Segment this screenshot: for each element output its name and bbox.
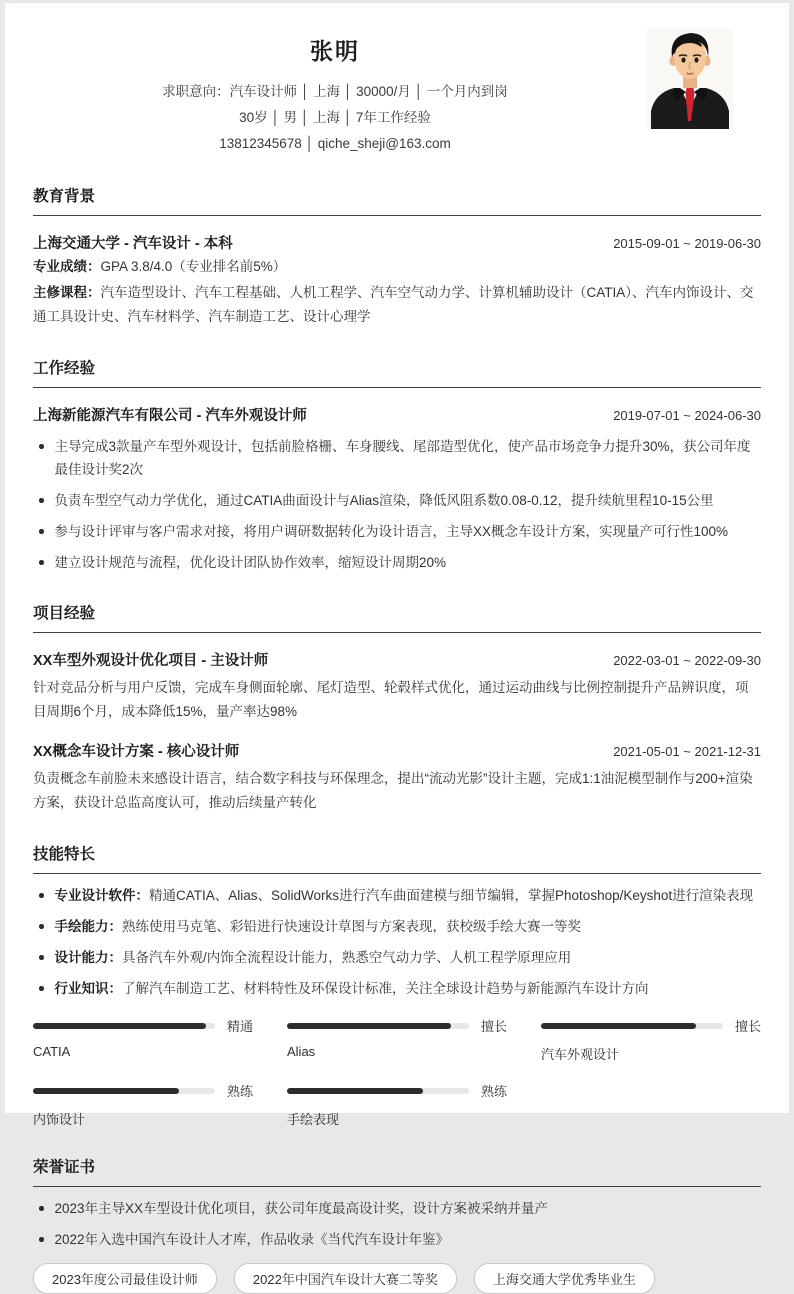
section-title-projects: 项目经验 xyxy=(33,601,761,633)
project-date: 2022-03-01 ~ 2022-09-30 xyxy=(613,653,761,668)
gpa-value: GPA 3.8/4.0（专业排名前5%） xyxy=(100,259,287,274)
skill-bar-item xyxy=(33,1081,253,1128)
school-name: 上海交通大学 - 汽车设计 - 本科 xyxy=(33,236,233,252)
bullet-icon xyxy=(39,1206,44,1211)
skill-label: 手绘能力： xyxy=(54,919,122,934)
section-skills xyxy=(5,842,789,1128)
skill-bullet xyxy=(33,884,761,907)
section-title-work: 工作经验 xyxy=(33,356,761,388)
candidate-name: 张明 xyxy=(310,38,360,64)
bullet-icon xyxy=(39,955,44,960)
contact-line: 13812345678 │ qiche_sheji@163.com xyxy=(219,136,451,151)
skill-bar-name: 内饰设计 xyxy=(33,1112,86,1127)
job-intent-line: 求职意向：汽车设计师 │ 上海 │ 30000/月 │ 一个月内到岗 xyxy=(162,84,508,99)
bullet-icon xyxy=(39,986,44,991)
honor-badge: 上海交通大学优秀毕业生 xyxy=(474,1263,655,1294)
skill-bar-row xyxy=(287,1081,507,1100)
skill-bar-row xyxy=(541,1016,761,1035)
education-entry-head xyxy=(33,232,761,253)
skill-level-label: 熟练 xyxy=(226,1084,253,1099)
skill-bar-fill xyxy=(541,1023,696,1029)
bullet-icon xyxy=(39,529,44,534)
skill-bar-fill xyxy=(287,1023,451,1029)
skill-level-label: 精通 xyxy=(226,1019,253,1034)
skill-bar-item xyxy=(287,1081,507,1128)
skill-bar-item xyxy=(33,1016,253,1063)
work-bullet xyxy=(33,435,761,481)
skill-bar-row xyxy=(33,1016,253,1035)
project-description: 负责概念车前脸未来感设计语言，结合数字科技与环保理念，提出“流动光影”设计主题，完成1:1油泥模型制作与200+渲染方案，获设计总监高度认可，推动后续量产转化 xyxy=(33,771,753,810)
section-honors xyxy=(5,1155,789,1294)
skill-bar-fill xyxy=(287,1088,423,1094)
project-entry-head xyxy=(33,740,761,761)
project-name: XX概念车设计方案 - 核心设计师 xyxy=(33,744,240,760)
resume-page xyxy=(5,3,789,1287)
skill-detail: 熟练使用马克笔、彩铅进行快速设计草图与方案表现，获校级手绘大赛一等奖 xyxy=(122,919,581,934)
skill-bullet-text xyxy=(55,884,754,907)
bullet-icon xyxy=(39,924,44,929)
skill-bar-track xyxy=(287,1088,469,1094)
resume-header xyxy=(5,3,789,157)
skill-bar-name: 汽车外观设计 xyxy=(541,1047,620,1062)
skill-bar-track xyxy=(541,1023,723,1029)
skill-level-label: 擅长 xyxy=(480,1019,507,1034)
skill-bar-item xyxy=(287,1016,507,1063)
work-entry-head xyxy=(33,404,761,425)
skill-bar-name: 手绘表现 xyxy=(287,1112,340,1127)
skill-bar-row xyxy=(33,1081,253,1100)
bullet-icon xyxy=(39,1237,44,1242)
honors-bullet-list xyxy=(33,1197,761,1251)
skill-bar-name: CATIA xyxy=(33,1044,71,1059)
skill-level-label: 擅长 xyxy=(734,1019,761,1034)
skill-bar-item xyxy=(541,1016,761,1063)
skill-label: 专业设计软件： xyxy=(54,888,149,903)
courses-label: 主修课程： xyxy=(33,285,101,300)
skill-bullet xyxy=(33,977,761,1000)
gpa-label: 专业成绩： xyxy=(33,259,101,274)
skill-bullet-text xyxy=(55,977,649,1000)
section-title-education: 教育背景 xyxy=(33,184,761,216)
skill-label: 行业知识： xyxy=(54,981,122,996)
bullet-icon xyxy=(39,560,44,565)
skill-bullet xyxy=(33,946,761,969)
honor-bullet-text: 2023年主导XX车型设计优化项目，获公司年度最高设计奖，设计方案被采纳并量产 xyxy=(54,1201,549,1216)
skill-bar-row xyxy=(287,1016,507,1035)
skill-bar-track xyxy=(33,1023,215,1029)
skill-detail: 了解汽车制造工艺、材料特性及环保设计标准，关注全球设计趋势与新能源汽车设计方向 xyxy=(122,981,649,996)
skill-level-label: 熟练 xyxy=(480,1084,507,1099)
education-courses-row xyxy=(33,281,761,329)
work-bullet-text: 负责车型空气动力学优化，通过CATIA曲面设计与Alias渲染，降低风阻系数0.08-0.12，提升续航里程10-15公里 xyxy=(54,493,714,508)
section-projects xyxy=(5,601,789,815)
skill-bullet xyxy=(33,915,761,938)
honor-bullet xyxy=(33,1197,761,1220)
profile-photo xyxy=(647,29,733,129)
education-date: 2015-09-01 ~ 2019-06-30 xyxy=(613,236,761,251)
project-date: 2021-05-01 ~ 2021-12-31 xyxy=(613,744,761,759)
skill-bar-track xyxy=(287,1023,469,1029)
work-bullet xyxy=(33,489,761,512)
skill-bullet-text xyxy=(55,915,582,938)
company-name: 上海新能源汽车有限公司 - 汽车外观设计师 xyxy=(33,408,307,424)
skill-bar-fill xyxy=(33,1088,179,1094)
work-bullet-text: 参与设计评审与客户需求对接，将用户调研数据转化为设计语言，主导XX概念车设计方案，实现量产可行性100% xyxy=(54,524,729,539)
work-bullet-text: 建立设计规范与流程，优化设计团队协作效率，缩短设计周期20% xyxy=(54,555,447,570)
bullet-icon xyxy=(39,893,44,898)
skill-bar-name: Alias xyxy=(287,1044,316,1059)
honor-bullet xyxy=(33,1228,761,1251)
honor-bullet-text: 2022年入选中国汽车设计人才库，作品收录《当代汽车设计年鉴》 xyxy=(54,1232,450,1247)
work-bullet xyxy=(33,551,761,574)
honor-badge: 2023年度公司最佳设计师 xyxy=(33,1263,217,1294)
personal-info-line: 30岁 │ 男 │ 上海 │ 7年工作经验 xyxy=(239,110,431,125)
work-date: 2019-07-01 ~ 2024-06-30 xyxy=(613,408,761,423)
honor-badges xyxy=(33,1263,761,1294)
education-gpa-row xyxy=(33,255,761,279)
project-entry-head xyxy=(33,649,761,670)
work-bullet xyxy=(33,520,761,543)
header-text-block xyxy=(33,25,637,157)
bullet-icon xyxy=(39,498,44,503)
section-education xyxy=(5,184,789,329)
section-work xyxy=(5,356,789,574)
skill-bar-fill xyxy=(33,1023,206,1029)
avatar-illustration xyxy=(647,29,733,129)
skill-bars-grid xyxy=(33,1016,761,1128)
skills-bullet-list xyxy=(33,884,761,1000)
work-bullet-list xyxy=(33,435,761,574)
skill-bar-track xyxy=(33,1088,215,1094)
section-title-honors: 荣誉证书 xyxy=(33,1155,761,1187)
project-description: 针对竞品分析与用户反馈，完成车身侧面轮廓、尾灯造型、轮毂样式优化，通过运动曲线与比例控制提升产品辨识度，项目周期6个月，成本降低15%，量产率达98% xyxy=(33,680,749,719)
skill-detail: 精通CATIA、Alias、SolidWorks进行汽车曲面建模与细节编辑，掌握Photoshop/Keyshot进行渲染表现 xyxy=(149,888,754,903)
skill-detail: 具备汽车外观/内饰全流程设计能力，熟悉空气动力学、人机工程学原理应用 xyxy=(122,950,572,965)
courses-value: 汽车造型设计、汽车工程基础、人机工程学、汽车空气动力学、计算机辅助设计（CATIA）、汽车内饰设计、交通工具设计史、汽车材料学、汽车制造工艺、设计心理学 xyxy=(33,285,754,324)
honor-badge: 2022年中国汽车设计大赛二等奖 xyxy=(234,1263,457,1294)
section-title-skills: 技能特长 xyxy=(33,842,761,874)
skill-label: 设计能力： xyxy=(54,950,122,965)
work-bullet-text: 主导完成3款量产车型外观设计，包括前脸格栅、车身腰线、尾部造型优化，使产品市场竞争力提升30%，获公司年度最佳设计奖2次 xyxy=(54,439,751,477)
skill-bullet-text xyxy=(55,946,572,969)
bullet-icon xyxy=(39,444,44,449)
project-name: XX车型外观设计优化项目 - 主设计师 xyxy=(33,653,269,669)
